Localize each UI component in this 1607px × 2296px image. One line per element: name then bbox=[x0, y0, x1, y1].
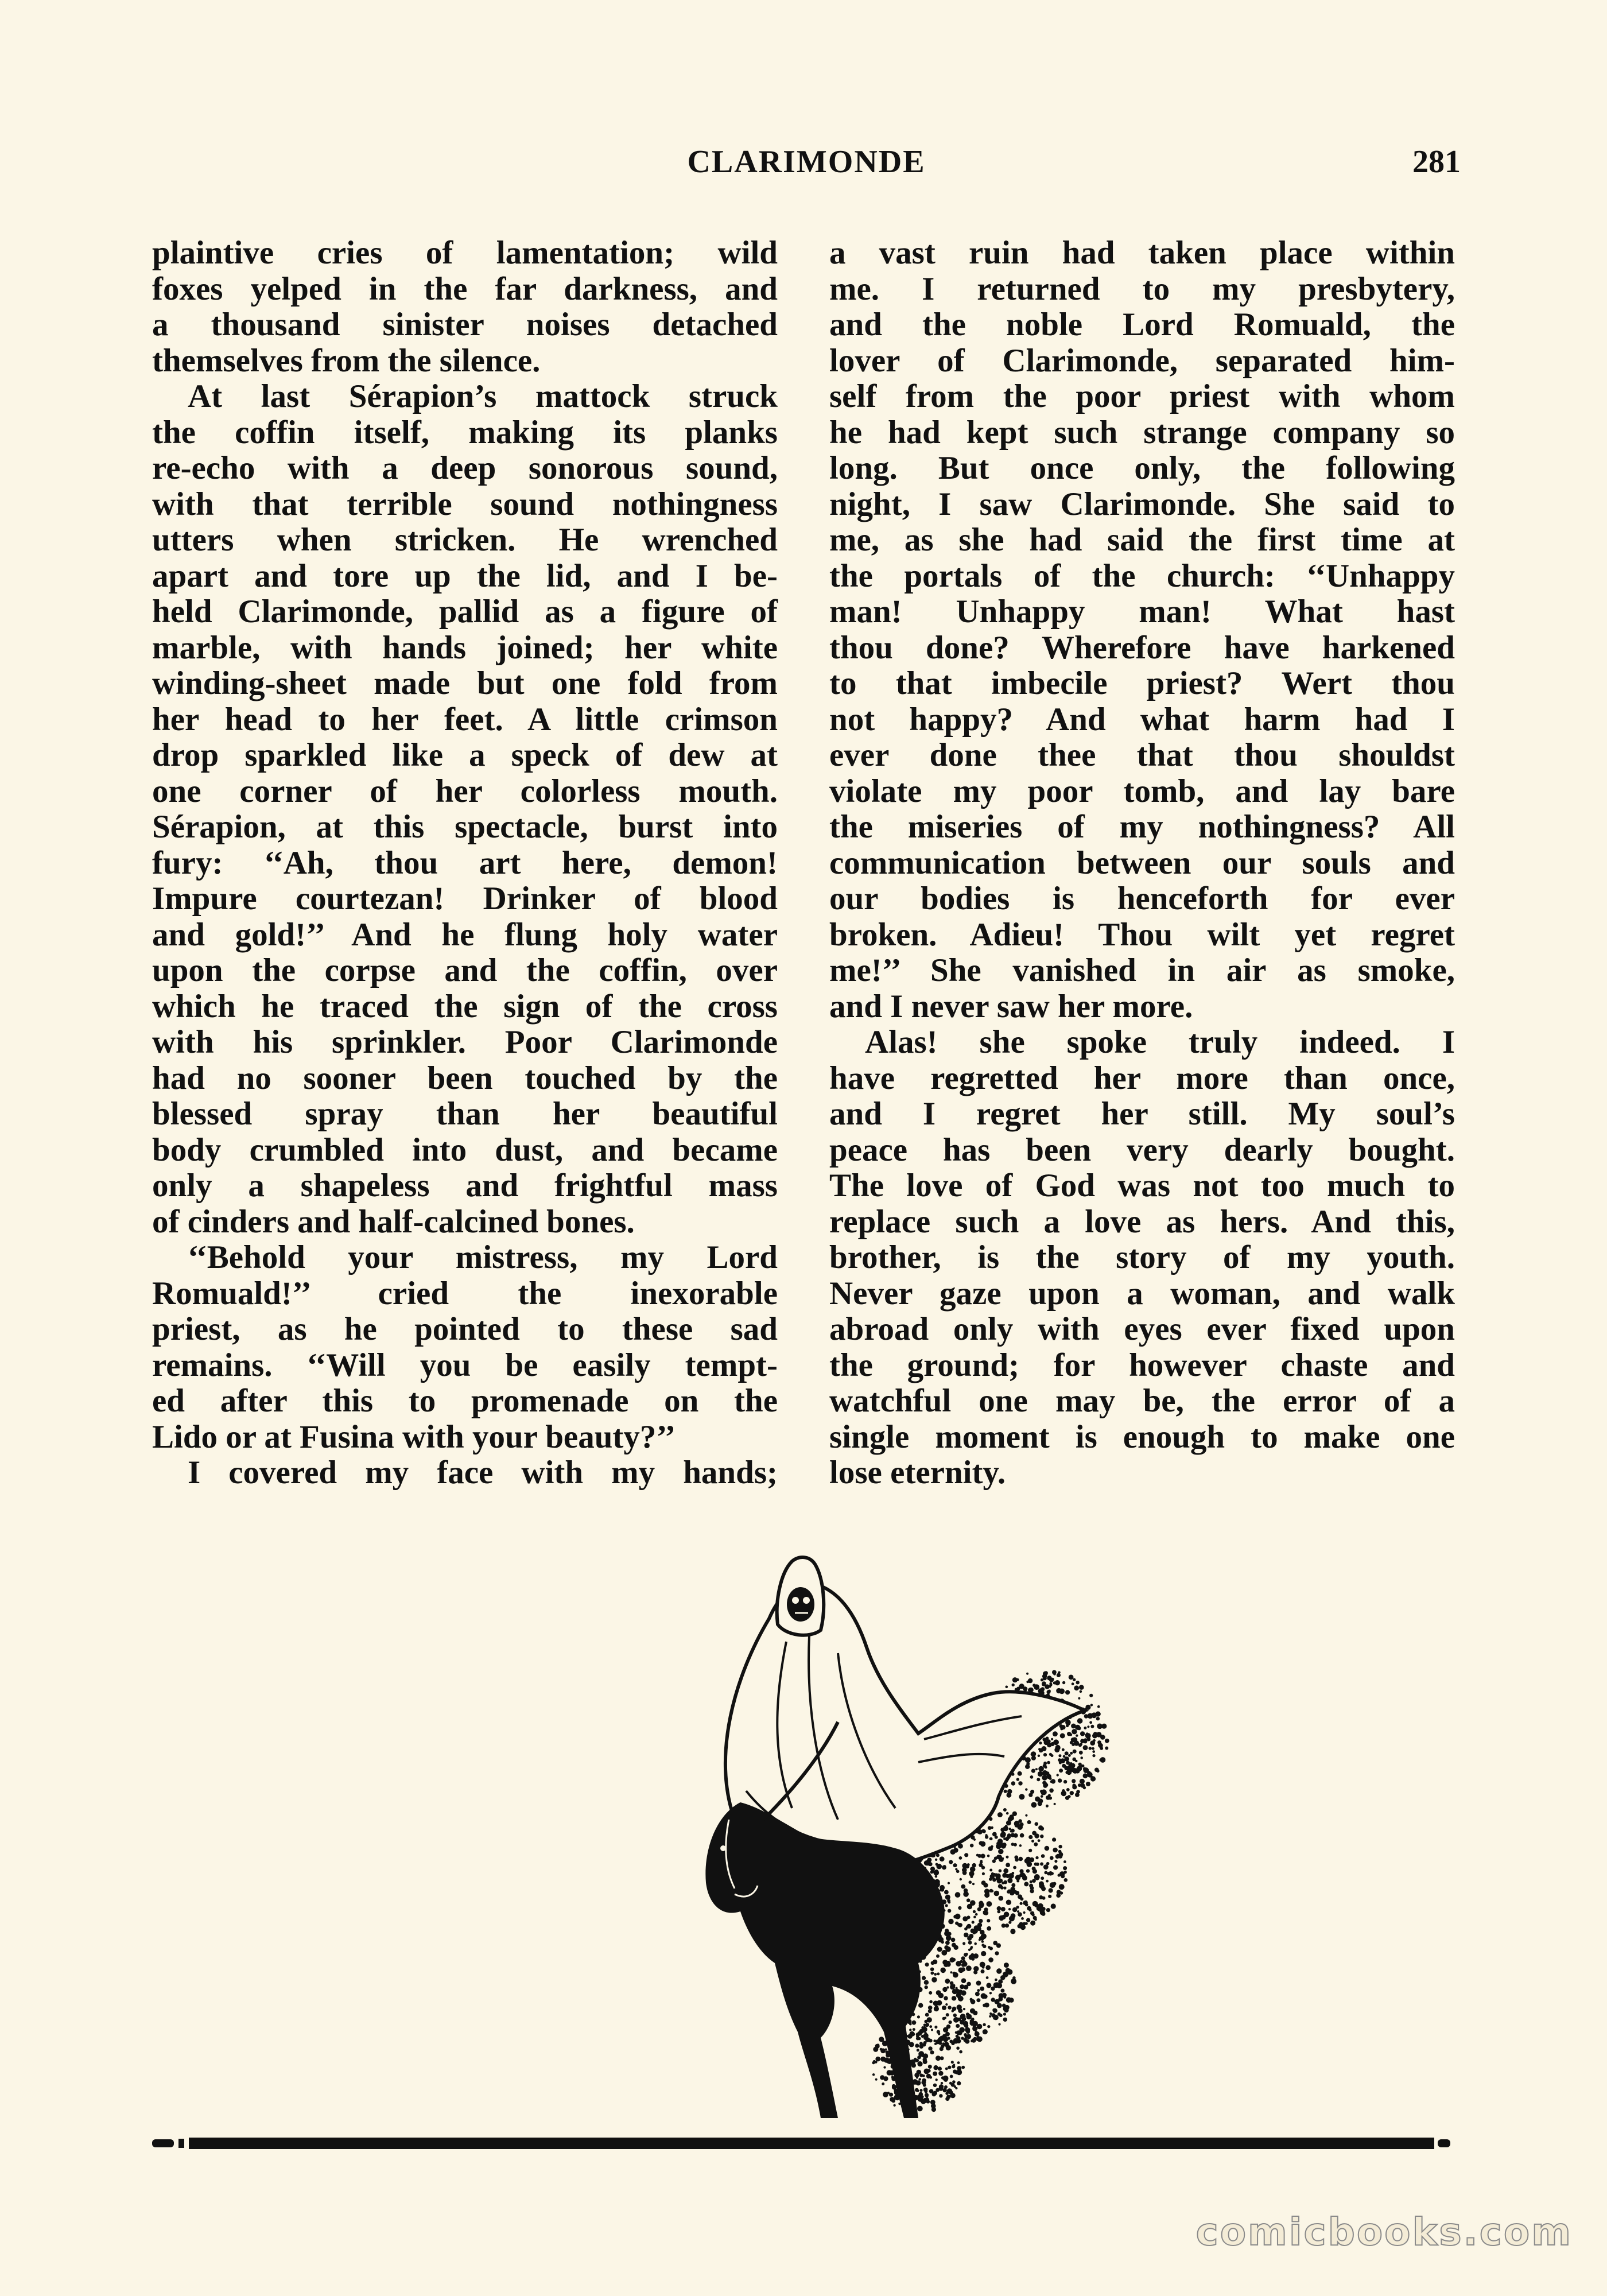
text-line: one corner of her colorless mouth. bbox=[152, 773, 778, 809]
page-number: 281 bbox=[1412, 144, 1461, 180]
text-line: Never gaze upon a woman, and walk bbox=[829, 1275, 1455, 1312]
text-line: held Clarimonde, pallid as a figure of bbox=[152, 594, 778, 630]
text-line: Impure courtezan! Drinker of blood bbox=[152, 881, 778, 917]
running-title: CLARIMONDE bbox=[687, 144, 926, 180]
text-line: Alas! she spoke truly indeed. I bbox=[865, 1024, 1455, 1060]
text-line: lose eternity. bbox=[829, 1455, 1006, 1491]
text-line: a vast ruin had taken place within bbox=[829, 235, 1455, 271]
text-line: ed after this to promenade on the bbox=[152, 1383, 778, 1419]
text-line: brother, is the story of my youth. bbox=[829, 1239, 1455, 1275]
text-line: ever done thee that thou shouldst bbox=[829, 737, 1455, 773]
text-line: the portals of the church: ‘‘Unhappy bbox=[829, 557, 1455, 594]
text-line: thou done? Wherefore have harkened bbox=[829, 629, 1455, 666]
text-line: ‘‘Behold your mistress, my Lord bbox=[188, 1239, 778, 1275]
text-line: winding-sheet made but one fold from bbox=[152, 665, 778, 701]
horizontal-rule bbox=[152, 2134, 1450, 2152]
text-line: lover of Clarimonde, separated him- bbox=[829, 342, 1455, 379]
text-line: Romuald!’’ cried the inexorable bbox=[152, 1275, 778, 1312]
text-line: blessed spray than her beautiful bbox=[152, 1096, 778, 1132]
paragraph bbox=[152, 1240, 778, 1455]
text-line: peace has been very dearly bought. bbox=[829, 1131, 1455, 1168]
text-line: themselves from the silence. bbox=[152, 342, 541, 379]
text-line: single moment is enough to make one bbox=[829, 1418, 1455, 1455]
text-line: which he traced the sign of the cross bbox=[152, 988, 778, 1025]
text-line: he had kept such strange company so bbox=[829, 414, 1455, 451]
text-line: and the noble Lord Romuald, the bbox=[829, 307, 1455, 343]
text-line: At last Sérapion’s mattock struck bbox=[188, 378, 778, 414]
text-line: me. I returned to my presbytery, bbox=[829, 270, 1455, 307]
text-line: and gold!’’ And he flung holy water bbox=[152, 916, 778, 953]
text-line: me!’’ She vanished in air as smoke, bbox=[829, 952, 1455, 988]
text-line: drop sparkled like a speck of dew at bbox=[152, 737, 778, 773]
text-line: self from the poor priest with whom bbox=[829, 378, 1455, 414]
text-line: plaintive cries of lamentation; wild bbox=[152, 235, 778, 271]
text-line: of cinders and half-calcined bones. bbox=[152, 1203, 635, 1240]
text-line: her head to her feet. A little crimson bbox=[152, 701, 778, 738]
text-line: and I regret her still. My soul’s bbox=[829, 1096, 1455, 1132]
text-line: with his sprinkler. Poor Clarimonde bbox=[152, 1024, 778, 1060]
text-line: and I never saw her more. bbox=[829, 988, 1193, 1025]
text-line: marble, with hands joined; her white bbox=[152, 629, 778, 666]
text-line: long. But once only, the following bbox=[829, 450, 1455, 486]
paragraph bbox=[829, 1025, 1455, 1491]
text-line: night, I saw Clarimonde. She said to bbox=[829, 486, 1455, 522]
text-line: foxes yelped in the far darkness, and bbox=[152, 270, 778, 307]
text-line: with that terrible sound nothingness bbox=[152, 486, 778, 522]
text-line: upon the corpse and the coffin, over bbox=[152, 952, 778, 988]
text-line: priest, as he pointed to these sad bbox=[152, 1311, 778, 1347]
text-line: our bodies is henceforth for ever bbox=[829, 881, 1455, 917]
text-line: had no sooner been touched by the bbox=[152, 1060, 778, 1096]
text-line: Sérapion, at this spectacle, burst into bbox=[152, 809, 778, 845]
text-line: body crumbled into dust, and became bbox=[152, 1131, 778, 1168]
text-line: only a shapeless and frightful mass bbox=[152, 1168, 778, 1204]
skull bbox=[787, 1587, 814, 1622]
text-line: replace such a love as hers. And this, bbox=[829, 1203, 1455, 1240]
paragraph bbox=[829, 235, 1455, 1025]
text-line: have regretted her more than once, bbox=[829, 1060, 1455, 1096]
right-column bbox=[829, 235, 1455, 1491]
site-watermark: comicbooks.com bbox=[1195, 2210, 1573, 2254]
text-line: a thousand sinister noises detached bbox=[152, 307, 778, 343]
text-line: apart and tore up the lid, and I be- bbox=[152, 557, 778, 594]
text-line: I covered my face with my hands; bbox=[188, 1455, 778, 1491]
text-line: broken. Adieu! Thou wilt yet regret bbox=[829, 916, 1455, 953]
death-rider-illustration bbox=[649, 1550, 1154, 2130]
text-line: fury: ‘‘Ah, thou art here, demon! bbox=[152, 844, 778, 881]
text-line: remains. ‘‘Will you be easily tempt- bbox=[152, 1347, 778, 1383]
text-line: re-echo with a deep sonorous sound, bbox=[152, 450, 778, 486]
text-line: the ground; for however chaste and bbox=[829, 1347, 1455, 1383]
text-line: the miseries of my nothingness? All bbox=[829, 809, 1455, 845]
text-line: utters when stricken. He wrenched bbox=[152, 522, 778, 558]
text-line: The love of God was not too much to bbox=[829, 1168, 1455, 1204]
text-line: Lido or at Fusina with your beauty?’’ bbox=[152, 1418, 676, 1455]
text-line: not happy? And what harm had I bbox=[829, 701, 1455, 738]
text-line: violate my poor tomb, and lay bare bbox=[829, 773, 1455, 809]
text-line: watchful one may be, the error of a bbox=[829, 1383, 1455, 1419]
paragraph bbox=[152, 1455, 778, 1491]
paragraph bbox=[152, 379, 778, 1240]
left-column bbox=[152, 235, 778, 1491]
text-line: me, as she had said the first time at bbox=[829, 522, 1455, 558]
text-line: to that imbecile priest? Wert thou bbox=[829, 665, 1455, 701]
text-line: abroad only with eyes ever fixed upon bbox=[829, 1311, 1455, 1347]
text-line: communication between our souls and bbox=[829, 844, 1455, 881]
running-head bbox=[152, 144, 1461, 195]
text-line: man! Unhappy man! What hast bbox=[829, 594, 1455, 630]
text-line: the coffin itself, making its planks bbox=[152, 414, 778, 451]
paragraph bbox=[152, 235, 778, 379]
